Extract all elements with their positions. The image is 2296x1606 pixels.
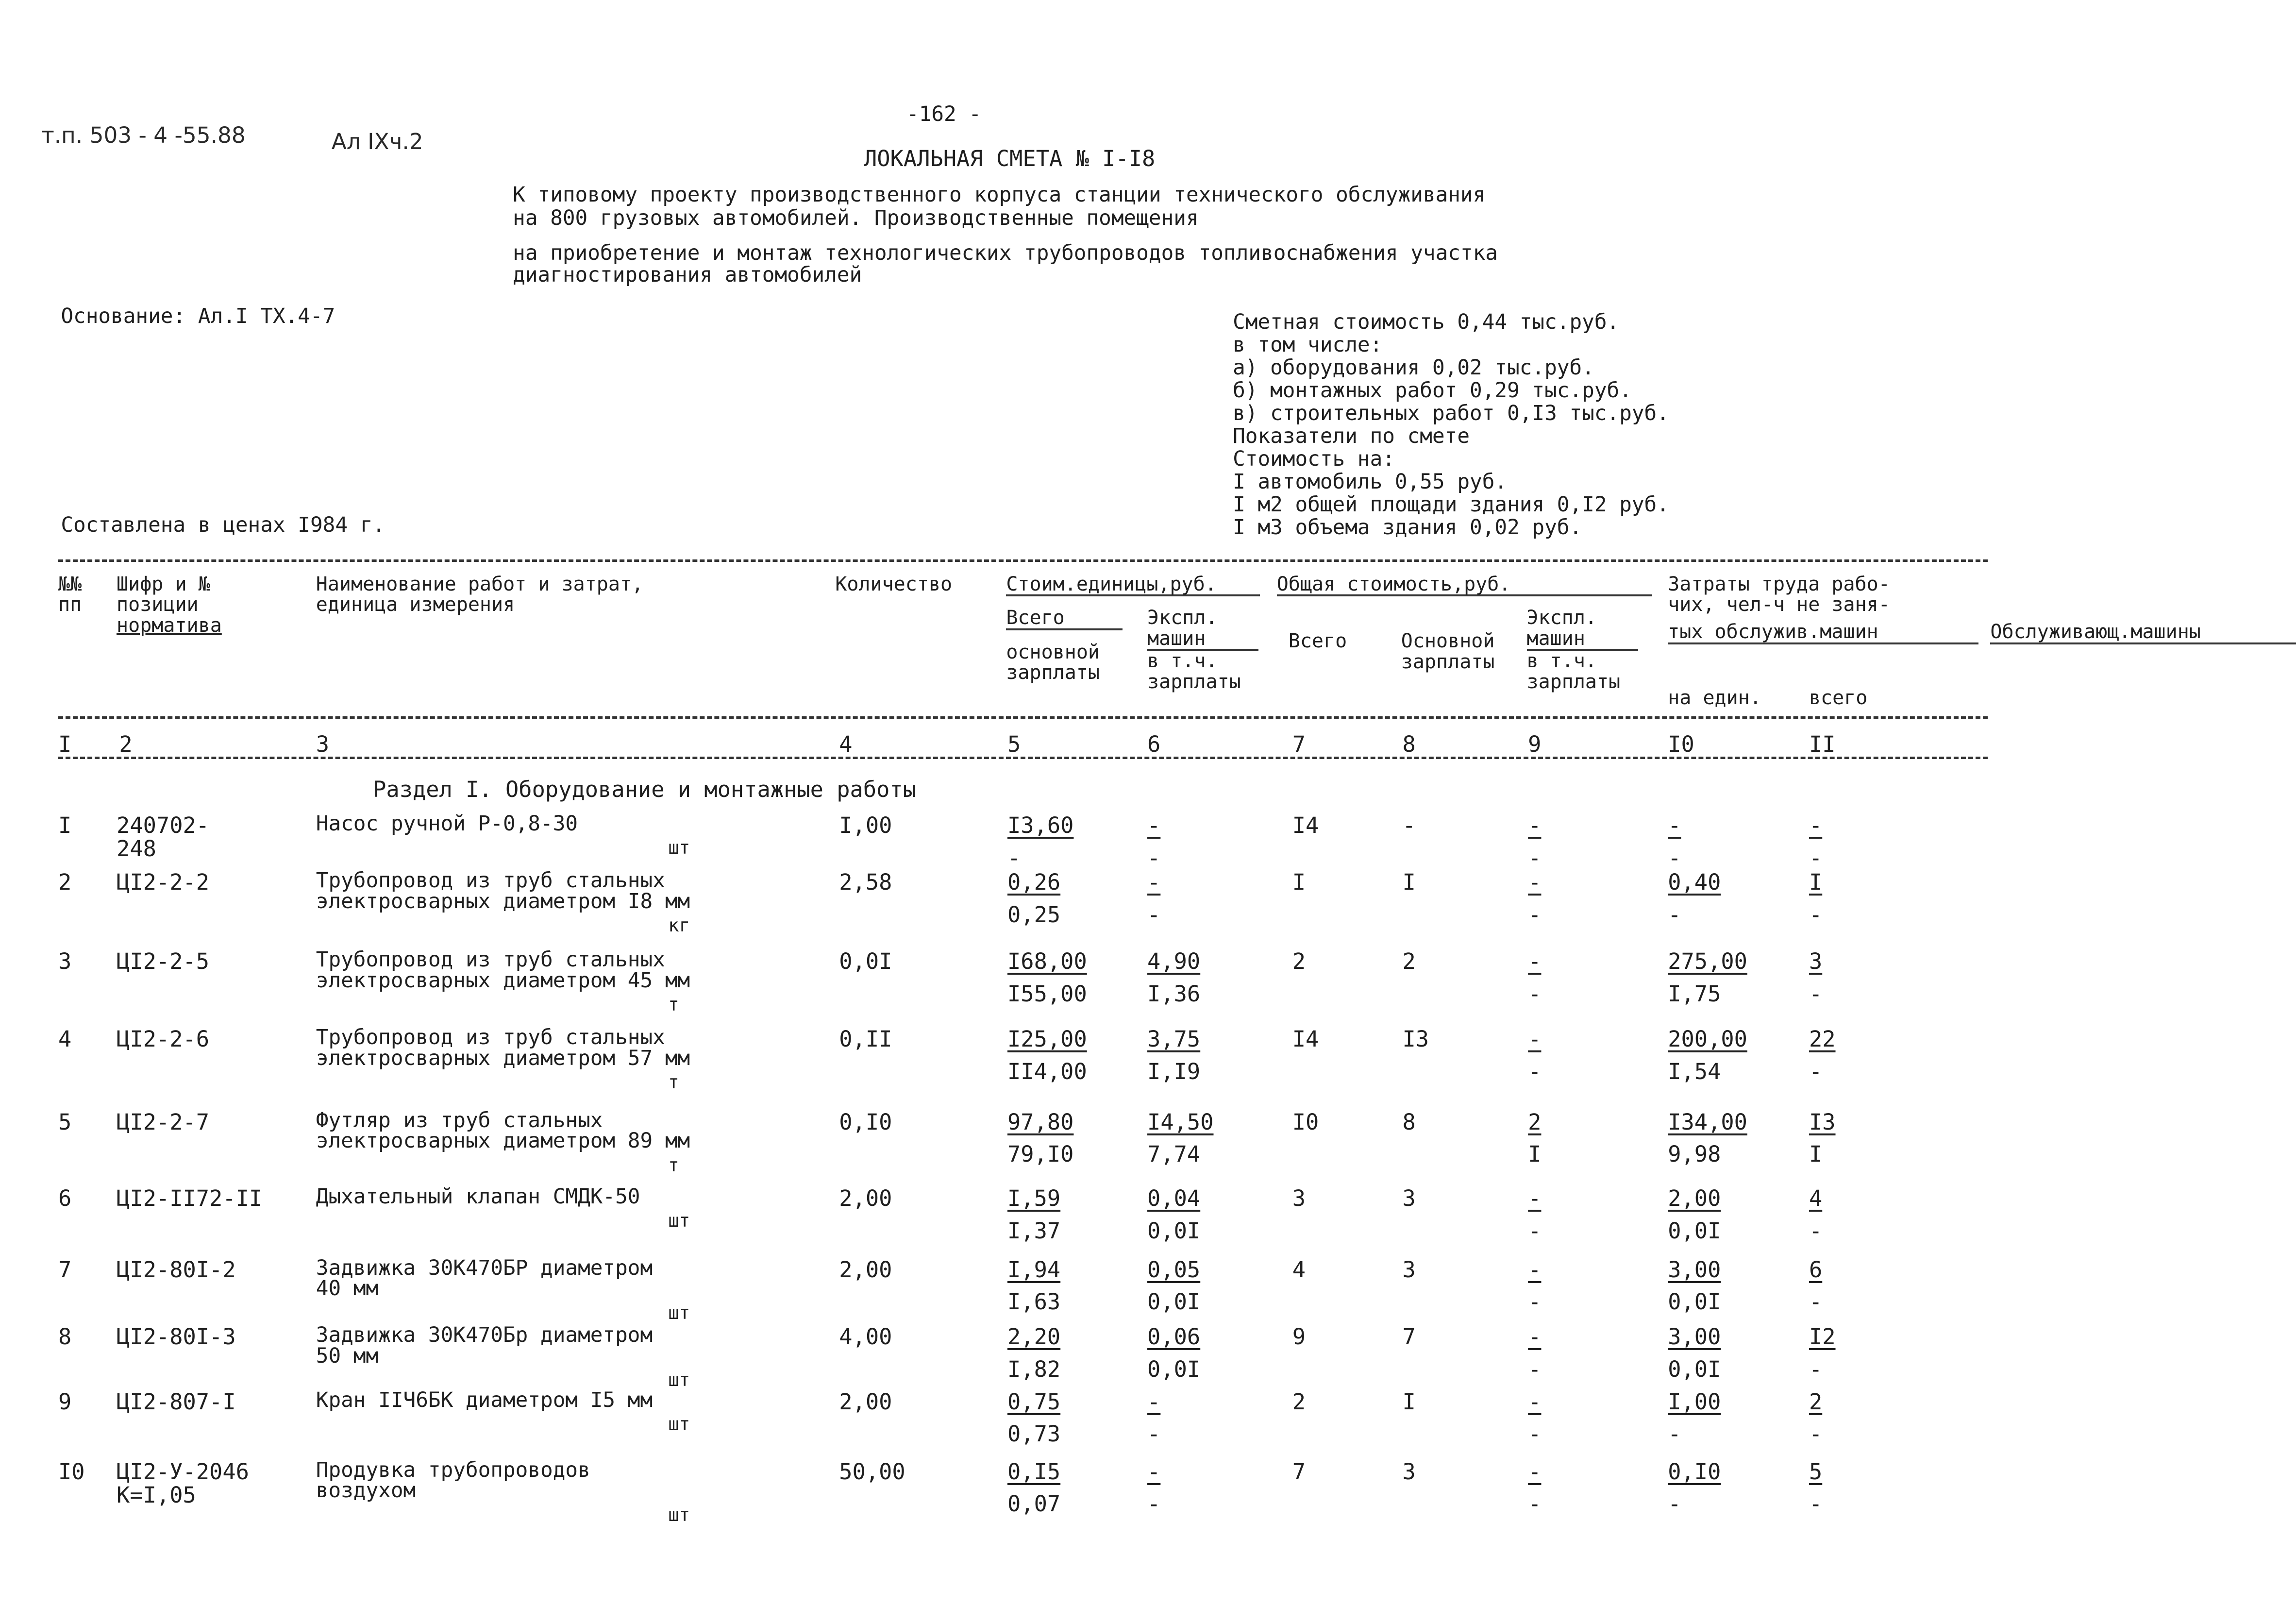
row-labor-total-machines: - bbox=[1809, 981, 1823, 1007]
row-name: Трубопровод из труб стальных bbox=[316, 868, 665, 893]
row-labor-unit-machines: I,54 bbox=[1668, 1058, 1721, 1084]
row-name: Задвижка 30К470БР диаметром bbox=[316, 1255, 653, 1280]
row-number: I0 bbox=[58, 1458, 85, 1485]
cost-summary-line: Стоимость на: bbox=[1233, 446, 1395, 471]
row-total-machines-wage: - bbox=[1528, 1421, 1542, 1447]
col-header-quantity: Количество bbox=[835, 573, 953, 595]
col-header-unit-total: Всего основной зарплаты bbox=[1006, 608, 1123, 683]
row-code: 248 bbox=[117, 835, 156, 862]
row-number: 2 bbox=[58, 869, 72, 896]
row-number: 8 bbox=[58, 1324, 72, 1350]
row-unit-machines: - bbox=[1147, 812, 1161, 838]
row-code: ЦI2-2-2 bbox=[117, 869, 210, 896]
row-unit-basic: I,37 bbox=[1007, 1217, 1061, 1244]
row-quantity: 0,0I bbox=[839, 948, 892, 974]
row-code: ЦI2-2-5 bbox=[117, 948, 210, 974]
row-unit-basic: 79,I0 bbox=[1007, 1141, 1074, 1167]
row-total-machines: - bbox=[1528, 948, 1542, 974]
col-number: I bbox=[58, 731, 72, 757]
col-header-number: №№ пп bbox=[58, 573, 82, 616]
basis-label: Основание: Ал.I ТХ.4-7 bbox=[61, 304, 335, 329]
cost-summary-line: I м2 общей площади здания 0,I2 руб. bbox=[1233, 492, 1669, 517]
cost-summary-line: а) оборудования 0,02 тыс.руб. bbox=[1233, 355, 1594, 380]
row-labor-total-machines: - bbox=[1809, 1058, 1823, 1084]
row-unit: шт bbox=[668, 1504, 690, 1525]
row-code: ЦI2-У-2046 bbox=[117, 1458, 249, 1485]
cost-summary-line: Сметная стоимость 0,44 тыс.руб. bbox=[1233, 310, 1620, 335]
row-unit-basic: - bbox=[1007, 845, 1021, 871]
col-header-total-basic: Основной зарплаты bbox=[1401, 629, 1495, 673]
row-unit: т bbox=[668, 1071, 679, 1093]
row-total-machines: - bbox=[1528, 1458, 1542, 1485]
row-total: I4 bbox=[1292, 1026, 1319, 1052]
page-title: ЛОКАЛЬНАЯ СМЕТА № I-I8 bbox=[863, 146, 1156, 172]
row-total-machines-wage: - bbox=[1528, 1491, 1542, 1517]
row-total-machines-wage: - bbox=[1528, 1217, 1542, 1244]
row-code: ЦI2-2-7 bbox=[117, 1109, 210, 1135]
row-total-machines: - bbox=[1528, 869, 1542, 896]
row-unit-basic: 0,25 bbox=[1007, 901, 1061, 928]
row-total-basic: 3 bbox=[1402, 1185, 1416, 1212]
col-header-unit-cost: Стоим.единицы,руб. bbox=[1006, 574, 1260, 597]
col-header-total-machines: Экспл. машин в т.ч. зарплаты bbox=[1527, 608, 1638, 693]
col-number: 3 bbox=[316, 731, 330, 757]
row-total: 7 bbox=[1292, 1458, 1306, 1485]
row-name: Кран IIЧ6БК диаметром I5 мм bbox=[316, 1387, 653, 1412]
row-total: 2 bbox=[1292, 948, 1306, 974]
row-total: I bbox=[1292, 869, 1306, 896]
row-unit-total: I,94 bbox=[1007, 1256, 1061, 1283]
row-total-machines-wage: - bbox=[1528, 845, 1542, 871]
row-labor-unit: 0,40 bbox=[1668, 869, 1721, 896]
compiled-label: Составлена в ценах I984 г. bbox=[61, 512, 385, 537]
row-unit-machines-wage: I,36 bbox=[1147, 981, 1201, 1007]
cost-summary-line: в том числе: bbox=[1233, 333, 1383, 357]
row-labor-total: 6 bbox=[1809, 1256, 1823, 1283]
row-labor-total-machines: - bbox=[1809, 1217, 1823, 1244]
row-unit-machines: 0,04 bbox=[1147, 1185, 1201, 1212]
row-unit-machines-wage: 0,0I bbox=[1147, 1289, 1201, 1315]
row-number: 6 bbox=[58, 1185, 72, 1212]
row-labor-total: 5 bbox=[1809, 1458, 1823, 1485]
row-name: Насос ручной Р-0,8-30 bbox=[316, 811, 578, 836]
row-number: 9 bbox=[58, 1388, 72, 1415]
row-total-basic: 3 bbox=[1402, 1256, 1416, 1283]
row-total-machines: - bbox=[1528, 1185, 1542, 1212]
row-total: 2 bbox=[1292, 1388, 1306, 1415]
row-total-machines: 2 bbox=[1528, 1109, 1542, 1135]
album-note: Ал IХч.2 bbox=[331, 129, 423, 155]
row-quantity: 2,00 bbox=[839, 1388, 892, 1415]
col-header-total-cost: Общая стоимость,руб. bbox=[1277, 574, 1652, 597]
row-labor-unit: 0,I0 bbox=[1668, 1458, 1721, 1485]
row-unit-machines-wage: - bbox=[1147, 1421, 1161, 1447]
row-total: 9 bbox=[1292, 1324, 1306, 1350]
col-header-labor-all: всего bbox=[1809, 687, 1868, 710]
row-labor-total: 2 bbox=[1809, 1388, 1823, 1415]
row-quantity: 4,00 bbox=[839, 1324, 892, 1350]
row-total-machines: - bbox=[1528, 1324, 1542, 1350]
row-unit-basic: I,63 bbox=[1007, 1289, 1061, 1315]
row-labor-unit: - bbox=[1668, 812, 1681, 838]
row-labor-unit: 200,00 bbox=[1668, 1026, 1747, 1052]
purpose-line-1: на приобретение и монтаж технологических трубопроводов топливоснабжения участка bbox=[513, 240, 1498, 265]
row-labor-unit: 3,00 bbox=[1668, 1324, 1721, 1350]
cost-summary-line: в) строительных работ 0,I3 тыс.руб. bbox=[1233, 401, 1669, 425]
row-labor-total: I2 bbox=[1809, 1324, 1836, 1350]
row-total-machines-wage: I bbox=[1528, 1141, 1542, 1167]
row-unit-machines: - bbox=[1147, 869, 1161, 896]
row-unit-basic: II4,00 bbox=[1007, 1058, 1087, 1084]
row-unit-total: I3,60 bbox=[1007, 812, 1074, 838]
row-unit-machines: - bbox=[1147, 1458, 1161, 1485]
row-unit-total: I68,00 bbox=[1007, 948, 1087, 974]
row-unit-machines-wage: - bbox=[1147, 845, 1161, 871]
row-unit-machines-wage: I,I9 bbox=[1147, 1058, 1201, 1084]
col-header-labor: Затраты труда рабо- чих, чел-ч не заня- тых обслужив.машин Обслуживающ.машины bbox=[1668, 574, 2296, 644]
col-header-labor-unit: на един. bbox=[1668, 687, 1761, 710]
row-unit-machines: I4,50 bbox=[1147, 1109, 1214, 1135]
page-number: -162 - bbox=[906, 102, 982, 127]
col-header-total-all: Всего bbox=[1288, 629, 1347, 652]
row-total: 4 bbox=[1292, 1256, 1306, 1283]
row-labor-total: 22 bbox=[1809, 1026, 1836, 1052]
row-labor-total: I bbox=[1809, 869, 1823, 896]
row-unit-machines: 0,06 bbox=[1147, 1324, 1201, 1350]
row-name: электросварных диаметром 89 мм bbox=[316, 1129, 690, 1153]
row-labor-total: 4 bbox=[1809, 1185, 1823, 1212]
row-unit-total: 0,26 bbox=[1007, 869, 1061, 896]
row-unit-total: 0,75 bbox=[1007, 1388, 1061, 1415]
project-line-2: на 800 грузовых автомобилей. Производственные помещения bbox=[513, 205, 1199, 230]
row-total-machines: - bbox=[1528, 812, 1542, 838]
row-total-basic: - bbox=[1402, 812, 1416, 838]
row-code: 240702- bbox=[117, 812, 210, 838]
row-unit-machines-wage: - bbox=[1147, 1491, 1161, 1517]
row-total-machines: - bbox=[1528, 1388, 1542, 1415]
col-header-name: Наименование работ и затрат, единица измерения bbox=[316, 573, 644, 616]
row-number: 3 bbox=[58, 948, 72, 974]
row-labor-total: 3 bbox=[1809, 948, 1823, 974]
row-unit-machines-wage: 0,0I bbox=[1147, 1217, 1201, 1244]
row-name: воздухом bbox=[316, 1478, 416, 1503]
row-labor-unit: I,00 bbox=[1668, 1388, 1721, 1415]
row-name: Продувка трубопроводов bbox=[316, 1457, 590, 1482]
row-name: Трубопровод из труб стальных bbox=[316, 1025, 665, 1049]
row-code: ЦI2-II72-II bbox=[117, 1185, 263, 1212]
row-labor-unit-machines: - bbox=[1668, 901, 1681, 928]
row-unit-total: I25,00 bbox=[1007, 1026, 1087, 1052]
row-total-machines: - bbox=[1528, 1026, 1542, 1052]
row-number: 4 bbox=[58, 1026, 72, 1052]
row-total: I0 bbox=[1292, 1109, 1319, 1135]
col-number: 6 bbox=[1147, 731, 1161, 757]
row-unit: т bbox=[668, 1154, 679, 1176]
row-number: I bbox=[58, 812, 72, 838]
header-top-rule bbox=[58, 559, 1988, 562]
row-code: ЦI2-2-6 bbox=[117, 1026, 210, 1052]
row-unit: шт bbox=[668, 837, 690, 859]
col-number: 4 bbox=[839, 731, 853, 757]
ref-code: т.п. 503 - 4 -55.88 bbox=[41, 122, 246, 149]
row-number: 7 bbox=[58, 1256, 72, 1283]
col-number: I0 bbox=[1668, 731, 1694, 757]
row-labor-unit-machines: - bbox=[1668, 845, 1681, 871]
cost-summary-line: б) монтажных работ 0,29 тыс.руб. bbox=[1233, 378, 1632, 403]
row-unit-total: 97,80 bbox=[1007, 1109, 1074, 1135]
row-quantity: 50,00 bbox=[839, 1458, 905, 1485]
row-total-basic: 3 bbox=[1402, 1458, 1416, 1485]
row-name: 40 мм bbox=[316, 1276, 379, 1301]
row-unit-machines-wage: 7,74 bbox=[1147, 1141, 1201, 1167]
row-total-basic: I bbox=[1402, 869, 1416, 896]
section-title: Раздел I. Оборудование и монтажные работы bbox=[373, 776, 916, 802]
row-labor-unit-machines: I,75 bbox=[1668, 981, 1721, 1007]
row-name: Футляр из труб стальных bbox=[316, 1108, 603, 1133]
row-total-basic: I bbox=[1402, 1388, 1416, 1415]
row-labor-total-machines: I bbox=[1809, 1141, 1823, 1167]
row-unit: т bbox=[668, 993, 679, 1015]
purpose-line-2: диагностирования автомобилей bbox=[513, 263, 862, 287]
row-total-machines-wage: - bbox=[1528, 1289, 1542, 1315]
row-unit: шт bbox=[668, 1369, 690, 1391]
row-labor-total-machines: - bbox=[1809, 1289, 1823, 1315]
row-name: электросварных диаметром I8 мм bbox=[316, 889, 690, 913]
project-line-1: К типовому проекту производственного корпуса станции технического обслуживания bbox=[513, 182, 1486, 207]
col-header-code: Шифр и № позиции норматива bbox=[117, 573, 222, 637]
row-labor-unit-machines: 9,98 bbox=[1668, 1141, 1721, 1167]
row-quantity: 2,00 bbox=[839, 1185, 892, 1212]
row-total-basic: I3 bbox=[1402, 1026, 1429, 1052]
cost-summary-line: I м3 объема здания 0,02 руб. bbox=[1233, 515, 1582, 540]
row-unit: шт bbox=[668, 1413, 690, 1435]
header-mid-rule bbox=[58, 716, 1988, 719]
row-unit-basic: I55,00 bbox=[1007, 981, 1087, 1007]
row-labor-unit-machines: - bbox=[1668, 1421, 1681, 1447]
row-total: I4 bbox=[1292, 812, 1319, 838]
row-labor-unit: I34,00 bbox=[1668, 1109, 1747, 1135]
column-number-rule bbox=[58, 757, 1988, 759]
row-unit-machines-wage: 0,0I bbox=[1147, 1356, 1201, 1383]
row-code: К=I,05 bbox=[117, 1482, 196, 1508]
row-labor-total-machines: - bbox=[1809, 1356, 1823, 1383]
row-total-basic: 7 bbox=[1402, 1324, 1416, 1350]
row-labor-total: I3 bbox=[1809, 1109, 1836, 1135]
row-total-basic: 2 bbox=[1402, 948, 1416, 974]
row-labor-total-machines: - bbox=[1809, 845, 1823, 871]
row-labor-unit-machines: 0,0I bbox=[1668, 1289, 1721, 1315]
row-unit-basic: I,82 bbox=[1007, 1356, 1061, 1383]
col-number: 7 bbox=[1292, 731, 1306, 757]
row-quantity: 0,II bbox=[839, 1026, 892, 1052]
row-total-machines-wage: - bbox=[1528, 901, 1542, 928]
row-name: Трубопровод из труб стальных bbox=[316, 947, 665, 972]
row-labor-total-machines: - bbox=[1809, 1491, 1823, 1517]
row-unit-machines-wage: - bbox=[1147, 901, 1161, 928]
row-total: 3 bbox=[1292, 1185, 1306, 1212]
row-code: ЦI2-807-I bbox=[117, 1388, 236, 1415]
row-unit-total: 0,I5 bbox=[1007, 1458, 1061, 1485]
row-quantity: 2,58 bbox=[839, 869, 892, 896]
row-labor-unit-machines: - bbox=[1668, 1491, 1681, 1517]
row-labor-unit-machines: 0,0I bbox=[1668, 1217, 1721, 1244]
row-unit-machines: 4,90 bbox=[1147, 948, 1201, 974]
row-name: электросварных диаметром 57 мм bbox=[316, 1046, 690, 1070]
row-labor-total: - bbox=[1809, 812, 1823, 838]
row-labor-unit-machines: 0,0I bbox=[1668, 1356, 1721, 1383]
row-total-machines: - bbox=[1528, 1256, 1542, 1283]
row-labor-unit: 2,00 bbox=[1668, 1185, 1721, 1212]
row-total-machines-wage: - bbox=[1528, 1356, 1542, 1383]
row-unit-machines: - bbox=[1147, 1388, 1161, 1415]
row-code: ЦI2-80I-2 bbox=[117, 1256, 236, 1283]
row-labor-total-machines: - bbox=[1809, 1421, 1823, 1447]
row-number: 5 bbox=[58, 1109, 72, 1135]
col-number: 5 bbox=[1007, 731, 1021, 757]
row-quantity: 2,00 bbox=[839, 1256, 892, 1283]
row-name: электросварных диаметром 45 мм bbox=[316, 968, 690, 993]
cost-summary-line: Показатели по смете bbox=[1233, 423, 1470, 448]
col-number: 2 bbox=[119, 731, 133, 757]
row-code: ЦI2-80I-3 bbox=[117, 1324, 236, 1350]
row-unit-total: 2,20 bbox=[1007, 1324, 1061, 1350]
row-unit-basic: 0,73 bbox=[1007, 1421, 1061, 1447]
row-name: Дыхательный клапан СМДК-50 bbox=[316, 1184, 640, 1209]
cost-summary bbox=[1233, 311, 1669, 539]
row-total-machines-wage: - bbox=[1528, 981, 1542, 1007]
cost-summary-line: I автомобиль 0,55 руб. bbox=[1233, 469, 1508, 494]
row-unit-machines: 3,75 bbox=[1147, 1026, 1201, 1052]
row-unit-basic: 0,07 bbox=[1007, 1491, 1061, 1517]
col-number: 9 bbox=[1528, 731, 1542, 757]
row-unit: кг bbox=[668, 914, 690, 936]
row-quantity: 0,I0 bbox=[839, 1109, 892, 1135]
row-total-machines-wage: - bbox=[1528, 1058, 1542, 1084]
row-unit: шт bbox=[668, 1210, 690, 1232]
col-header-unit-machines: Экспл. машин в т.ч. зарплаты bbox=[1147, 608, 1258, 693]
col-number: 8 bbox=[1402, 731, 1416, 757]
row-name: 50 мм bbox=[316, 1344, 379, 1369]
row-unit-total: I,59 bbox=[1007, 1185, 1061, 1212]
row-unit: шт bbox=[668, 1302, 690, 1323]
row-total-basic: 8 bbox=[1402, 1109, 1416, 1135]
row-labor-unit: 3,00 bbox=[1668, 1256, 1721, 1283]
row-unit-machines: 0,05 bbox=[1147, 1256, 1201, 1283]
row-name: Задвижка 30К470Бр диаметром bbox=[316, 1323, 653, 1348]
col-number: II bbox=[1809, 731, 1836, 757]
row-labor-total-machines: - bbox=[1809, 901, 1823, 928]
row-labor-unit: 275,00 bbox=[1668, 948, 1747, 974]
row-quantity: I,00 bbox=[839, 812, 892, 838]
